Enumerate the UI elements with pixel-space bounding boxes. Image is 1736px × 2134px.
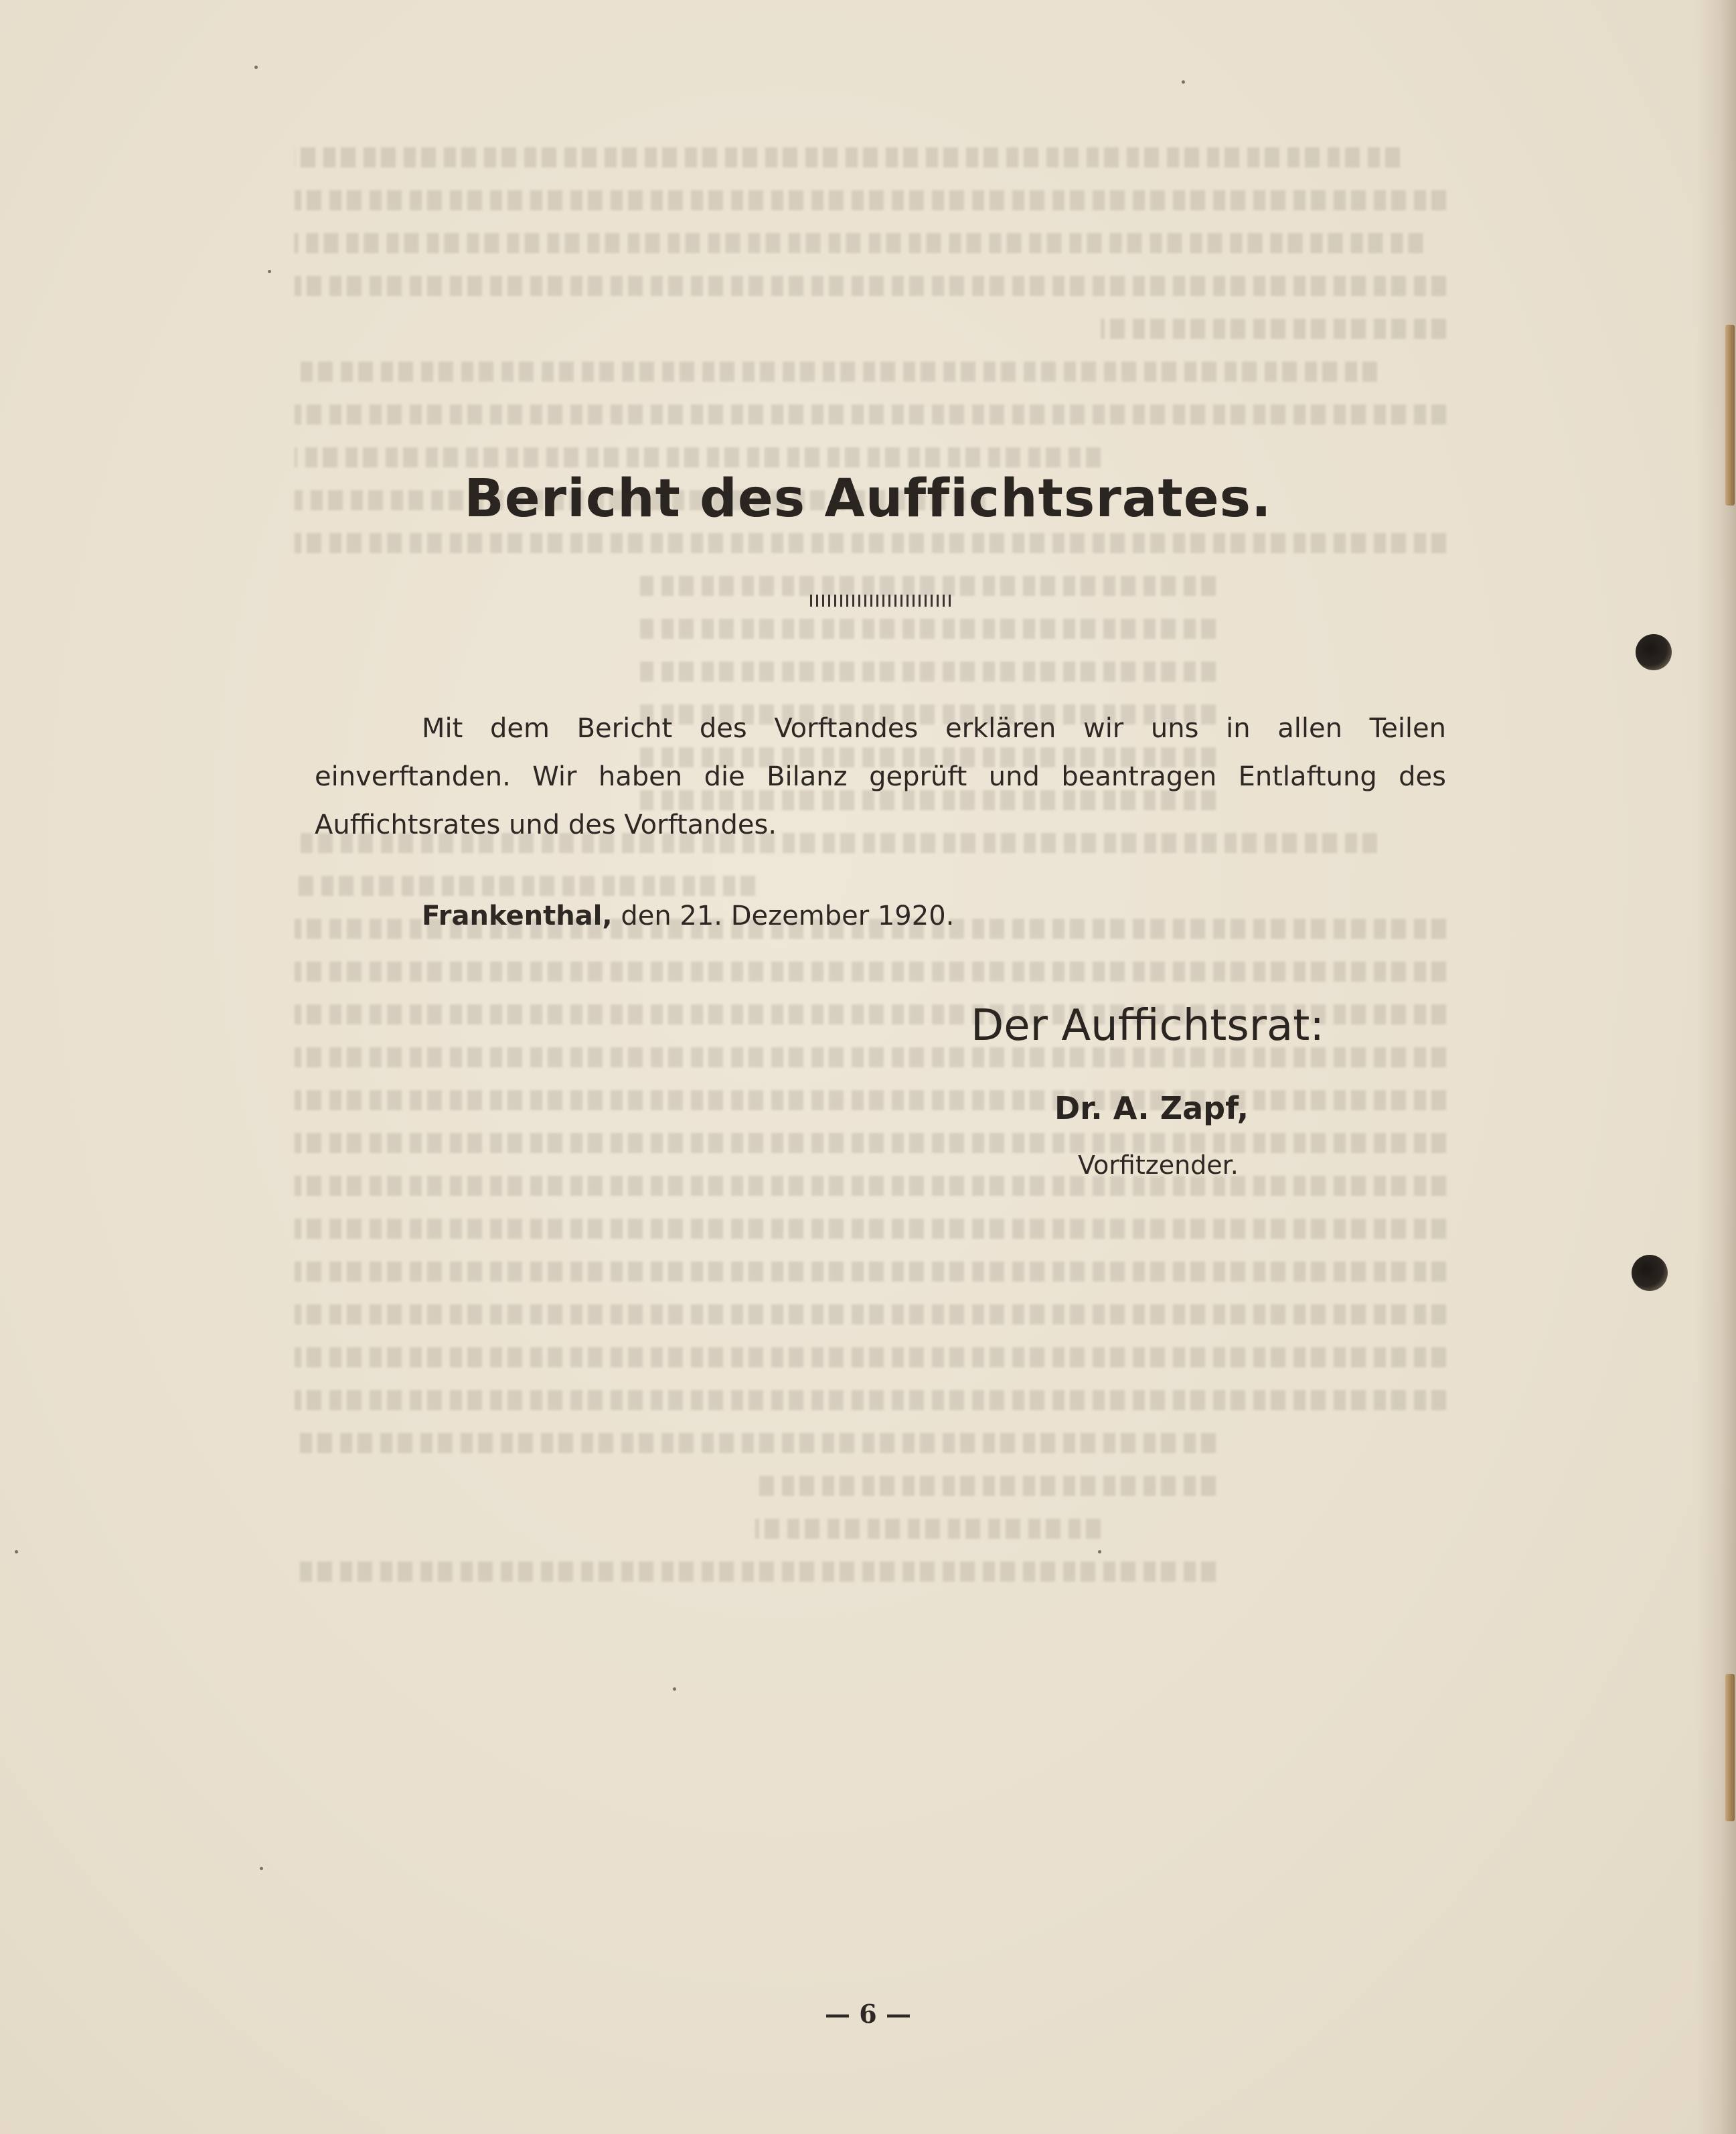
report-paragraph: Mit dem Bericht des Vorftandes erklären wir uns in allen Teilen einverftanden. Wir haben die Bilanz geprüft und beantragen Entlaftung des Auffichtsrates und des Vorftandes.: [315, 713, 1446, 840]
signature-board: Der Auffichtsrat:: [971, 1001, 1324, 1051]
signatory-role: Vorfitzender.: [1078, 1150, 1239, 1180]
binding-tab: [1725, 1674, 1735, 1821]
dateline-date: den 21. Dezember 1920.: [621, 901, 955, 931]
page-number: — 6 —: [825, 1999, 911, 2029]
dust-speck: [673, 1687, 676, 1691]
report-title: Bericht des Auffichtsrates.: [464, 469, 1272, 529]
dust-speck: [254, 66, 258, 69]
dust-speck: [15, 1550, 18, 1553]
dust-speck: [1098, 1550, 1101, 1553]
signatory-name: Dr. A. Zapf,: [1054, 1090, 1249, 1126]
dust-speck: [1182, 80, 1185, 84]
dateline-place: Frankenthal,: [422, 901, 613, 931]
reverse-side-bleed-through: [295, 147, 1446, 1821]
dust-speck: [268, 270, 271, 273]
punch-hole: [1632, 1255, 1668, 1291]
dust-speck: [260, 1867, 263, 1870]
title-ornament-rule: [810, 595, 951, 607]
dateline: [422, 901, 954, 931]
punch-hole: [1636, 634, 1672, 670]
